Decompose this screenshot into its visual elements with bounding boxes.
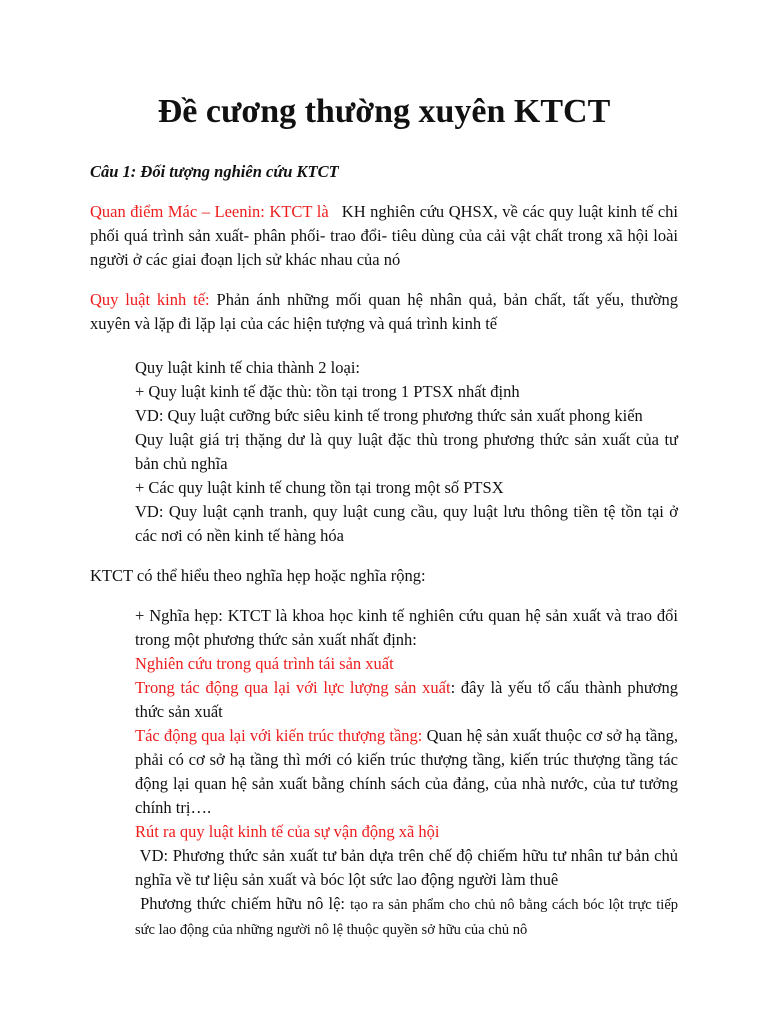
economic-law-definition [90,288,678,336]
law-label: Quy luật kinh tế: [90,290,210,309]
marx-text: KH nghiên cứu QHSX, về các quy luật kinh tế chi phối quá trình sản xuất- phân phối- trao đổi- tiêu dùng của cải vật chất trong xã hội loài người ở các giai đoạn lịch sử khác nhau của nó [90,202,679,269]
narrow-item-productive-forces [135,676,678,724]
law-types-line: VD: Quy luật cưỡng bức siêu kinh tế trong phương thức sản xuất phong kiến [135,406,643,425]
superstructure-label: Tác động qua lại với kiến trúc thượng tầng: [135,726,423,745]
narrow-meaning-block [90,604,678,942]
productive-forces-label: Trong tác động qua lại với lực lượng sản xuất [135,678,451,697]
superstructure-text: Quan hệ sản xuất thuộc cơ sở hạ tầng, phải có cơ sở hạ tầng thì mới có kiến trúc thượng tầng, kiến trúc thượng tầng tác động lại quan hệ sản xuất bằng chính sách của đảng, của nhà nước, của tư tưởng chính trị…. [135,726,679,817]
slavery-mode [135,892,678,942]
narrow-item-superstructure [135,724,678,820]
slavery-text: tạo ra sản phẩm cho chủ nô bằng cách bóc lột trực tiếp sức lao động của những người nô lệ thuộc quyền sở hữu của chủ nô [135,897,678,938]
productive-forces-text: : đây là yếu tố cấu thành phương thức sản xuất [135,678,678,721]
law-types-line: Quy luật kinh tế chia thành 2 loại: [135,358,360,377]
narrow-intro: + Nghĩa hẹp: KTCT là khoa học kinh tế nghiên cứu quan hệ sản xuất và trao đổi trong một phương thức sản xuất nhất định: [135,606,678,649]
marx-label: Quan điểm Mác – Leenin: KTCT là [90,202,329,221]
law-types-line: VD: Quy luật cạnh tranh, quy luật cung cầu, quy luật lưu thông tiền tệ tồn tại ở các nơi có nền kinh tế hàng hóa [135,502,678,545]
law-types-line: Quy luật giá trị thặng dư là quy luật đặc thù trong phương thức sản xuất của tư bản chủ nghĩa [135,430,678,473]
narrow-item-reproduction: Nghiên cứu trong quá trình tái sản xuất [135,654,394,673]
document-title: Đề cương thường xuyên KTCT [157,93,611,130]
law-types-block [90,356,678,548]
law-types-line: + Quy luật kinh tế đặc thù: tồn tại trong 1 PTSX nhất định [135,382,520,401]
law-text: Phản ánh những mối quan hệ nhân quả, bản chất, tất yếu, thường xuyên và lặp đi lặp lại của các hiện tượng và quá trình kinh tế [90,290,679,333]
narrow-item-social-law: Rút ra quy luật kinh tế của sự vận động xã hội [135,822,440,841]
capitalist-example: VD: Phương thức sản xuất tư bản dựa trên chế độ chiếm hữu tư nhân tư bản chủ nghĩa về tư liệu sản xuất và bóc lột sức lao động người làm thuê [135,846,678,889]
marx-definition [90,200,678,272]
law-types-line: + Các quy luật kinh tế chung tồn tại trong một số PTSX [135,478,504,497]
slavery-label: Phương thức chiếm hữu nô lệ: [140,894,346,913]
ktct-meaning: KTCT có thể hiểu theo nghĩa hẹp hoặc nghĩa rộng: [90,566,426,585]
question-heading: Câu 1: Đối tượng nghiên cứu KTCT [90,162,339,181]
